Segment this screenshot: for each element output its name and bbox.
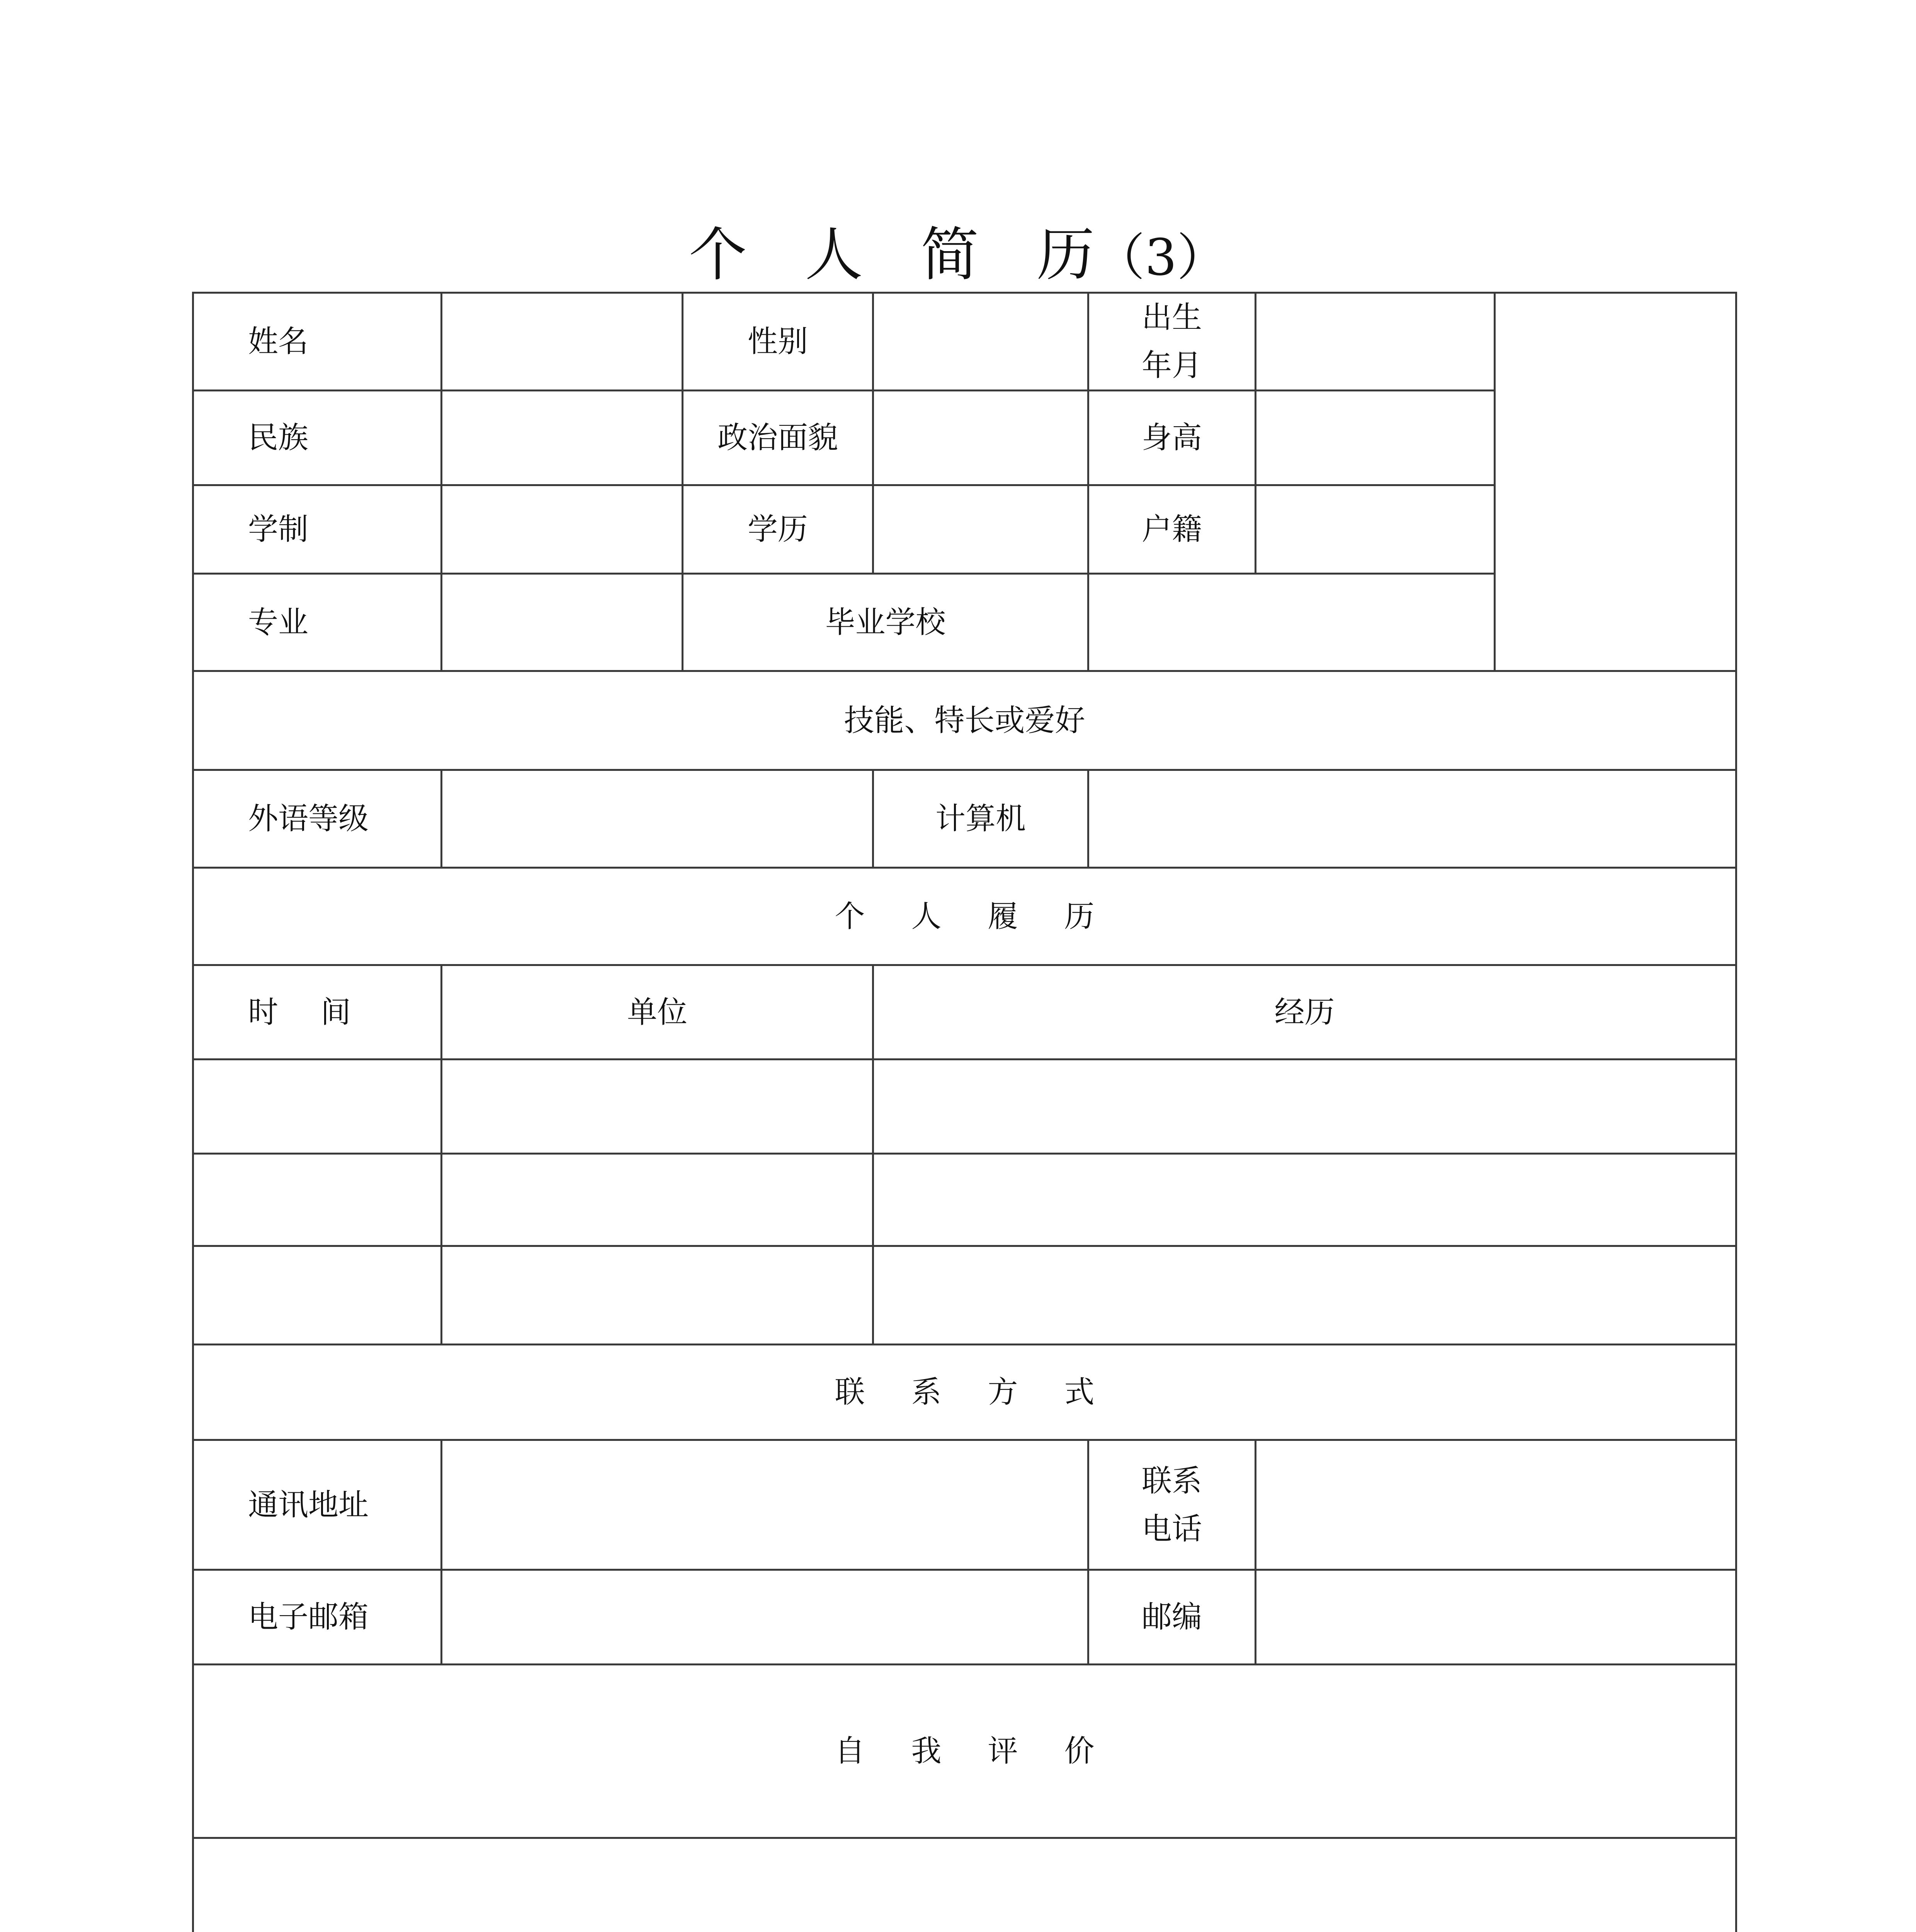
history-time-cell[interactable] xyxy=(193,1154,442,1246)
contact-header: 联 系 方 式 xyxy=(193,1345,1736,1440)
history-row xyxy=(193,1246,1736,1345)
computer-label: 计算机 xyxy=(873,770,1088,868)
language-label: 外语等级 xyxy=(193,770,442,868)
history-experience-cell[interactable] xyxy=(873,1154,1736,1246)
title-char: 简 xyxy=(921,221,979,289)
phone-label xyxy=(1088,1440,1256,1570)
history-experience-cell[interactable] xyxy=(873,1246,1736,1345)
gender-value-cell[interactable] xyxy=(873,293,1088,391)
title-char: 个 xyxy=(689,221,747,289)
title-char: 人 xyxy=(805,221,863,289)
height-label: 身高 xyxy=(1088,391,1256,485)
education-value-cell[interactable] xyxy=(873,485,1088,574)
postcode-label: 邮编 xyxy=(1088,1570,1256,1665)
birth-label-line2: 年月 xyxy=(1141,348,1202,383)
birth-label xyxy=(1088,293,1256,391)
evaluation-header: 自 我 评 价 xyxy=(193,1665,1736,1838)
history-header: 个 人 履 历 xyxy=(193,868,1736,965)
history-experience-cell[interactable] xyxy=(873,1060,1736,1154)
hukou-value-cell[interactable] xyxy=(1256,485,1495,574)
history-unit-cell[interactable] xyxy=(442,1060,873,1154)
school-value-cell[interactable] xyxy=(1088,574,1495,671)
history-row xyxy=(193,1060,1736,1154)
page-title xyxy=(0,216,1916,294)
resume-table xyxy=(192,292,1737,1932)
hukou-label: 户籍 xyxy=(1088,485,1256,574)
name-label: 姓名 xyxy=(193,293,442,391)
history-time-cell[interactable] xyxy=(193,1060,442,1154)
major-value-cell[interactable] xyxy=(442,574,683,671)
address-label: 通讯地址 xyxy=(193,1440,442,1570)
computer-value-cell[interactable] xyxy=(1088,770,1736,868)
ethnicity-value-cell[interactable] xyxy=(442,391,683,485)
schooling-label: 学制 xyxy=(193,485,442,574)
title-suffix: （3） xyxy=(1095,228,1227,287)
school-label: 毕业学校 xyxy=(683,574,1088,671)
name-value-cell[interactable] xyxy=(442,293,683,391)
title-char: 历 xyxy=(1037,221,1095,289)
address-value-cell[interactable] xyxy=(442,1440,1088,1570)
email-value-cell[interactable] xyxy=(442,1570,1088,1665)
height-value-cell[interactable] xyxy=(1256,391,1495,485)
phone-label-line1: 联系 xyxy=(1141,1463,1202,1498)
history-col-experience: 经历 xyxy=(873,965,1736,1060)
gender-label: 性别 xyxy=(683,293,873,391)
email-label: 电子邮箱 xyxy=(193,1570,442,1665)
phone-value-cell[interactable] xyxy=(1256,1440,1736,1570)
language-value-cell[interactable] xyxy=(442,770,873,868)
postcode-value-cell[interactable] xyxy=(1256,1570,1736,1665)
phone-label-line2: 电话 xyxy=(1141,1511,1202,1546)
history-row xyxy=(193,1154,1736,1246)
political-value-cell[interactable] xyxy=(873,391,1088,485)
major-label: 专业 xyxy=(193,574,442,671)
skills-header: 技能、特长或爱好 xyxy=(193,671,1736,770)
education-label: 学历 xyxy=(683,485,873,574)
birth-value-cell[interactable] xyxy=(1256,293,1495,391)
history-unit-cell[interactable] xyxy=(442,1246,873,1345)
history-time-cell[interactable] xyxy=(193,1246,442,1345)
history-col-time: 时 间 xyxy=(193,965,442,1060)
schooling-value-cell[interactable] xyxy=(442,485,683,574)
photo-cell[interactable] xyxy=(1495,293,1736,671)
evaluation-content-cell[interactable] xyxy=(193,1838,1736,1932)
ethnicity-label: 民族 xyxy=(193,391,442,485)
history-col-unit: 单位 xyxy=(442,965,873,1060)
birth-label-line1: 出生 xyxy=(1141,300,1202,335)
history-unit-cell[interactable] xyxy=(442,1154,873,1246)
political-label: 政治面貌 xyxy=(683,391,873,485)
